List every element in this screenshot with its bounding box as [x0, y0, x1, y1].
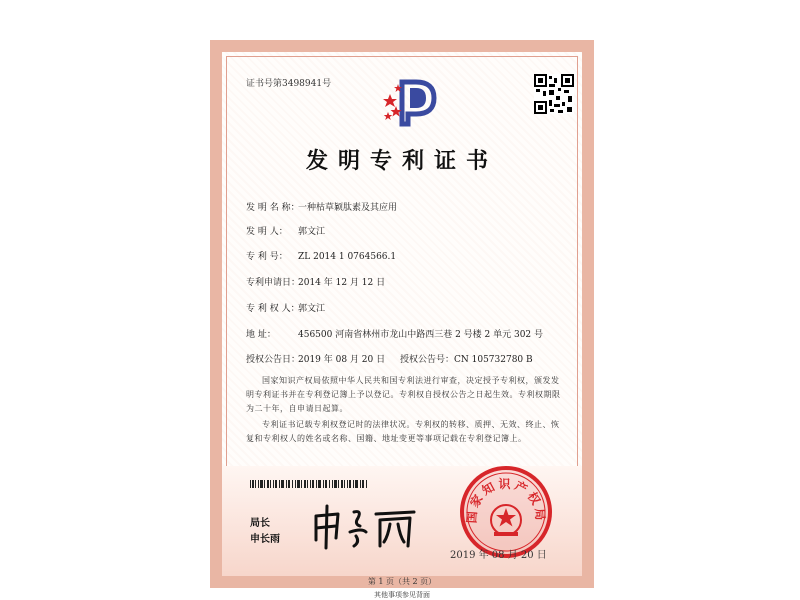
field-value: 一种枯草颖肽素及其应用 [298, 203, 398, 213]
announcement-number: 授权公告号：CN 105732780 B [400, 355, 533, 365]
field-label: 地 址： [246, 330, 276, 340]
signature-icon [310, 502, 420, 552]
field-value: 郭文江 [298, 227, 326, 237]
field-address [246, 327, 543, 340]
page-number: 第 1 页（共 2 页） [367, 577, 437, 586]
field-label: 发 明 人： [246, 227, 288, 237]
field-value: 郭文江 [298, 304, 326, 314]
seal-text: 国家知识产权局 [464, 477, 548, 524]
patent-certificate [210, 40, 594, 588]
certificate-number: 证书号第3498941号 [246, 79, 332, 89]
director-name: 申长雨 [250, 534, 280, 545]
field-label: 发 明 名 称： [246, 203, 300, 213]
patent-office-logo-icon [382, 76, 440, 128]
field-value: 2019 年 08 月 20 日 [298, 355, 386, 365]
certificate-paragraph-1: 国家知识产权局依照中华人民共和国专利法进行审查，决定授予专利权，颁发发明专利证书并在专利登记簿上予以登记。专利权自授权公告之日起生效。专利权期限为二十年，自申请日起算。 [246, 376, 561, 413]
field-value: ZL 2014 1 0764566.1 [298, 252, 397, 262]
field-label: 专 利 号： [246, 252, 288, 262]
field-grant-date [246, 352, 533, 365]
certificate-paragraph-2: 专利证书记载专利权登记时的法律状况。专利权的转移、质押、无效、终止、恢复和专利权人的姓名或名称、国籍、地址变更等事项记载在专利登记簿上。 [246, 420, 560, 443]
barcode-icon [250, 480, 368, 488]
field-label: 专 利 权 人： [246, 304, 300, 314]
qr-code-icon [534, 74, 574, 114]
field-value: 456500 河南省林州市龙山中路西三巷 2 号楼 2 单元 302 号 [298, 330, 544, 340]
director-title: 局长 [250, 518, 270, 529]
seal-date: 2019 年 08 月 20 日 [450, 550, 547, 561]
field-invention-name [246, 200, 397, 213]
field-value: 2014 年 12 月 12 日 [298, 278, 386, 288]
field-patentee [246, 301, 325, 314]
field-application-date [246, 275, 385, 288]
field-inventor [246, 224, 325, 237]
certificate-title: 发明专利证书 [305, 148, 498, 174]
footer-note: 其他事项参见背面 [374, 591, 430, 599]
field-patent-number [246, 249, 396, 262]
field-label: 授权公告日： [246, 355, 301, 365]
field-label: 专利申请日： [246, 278, 301, 288]
